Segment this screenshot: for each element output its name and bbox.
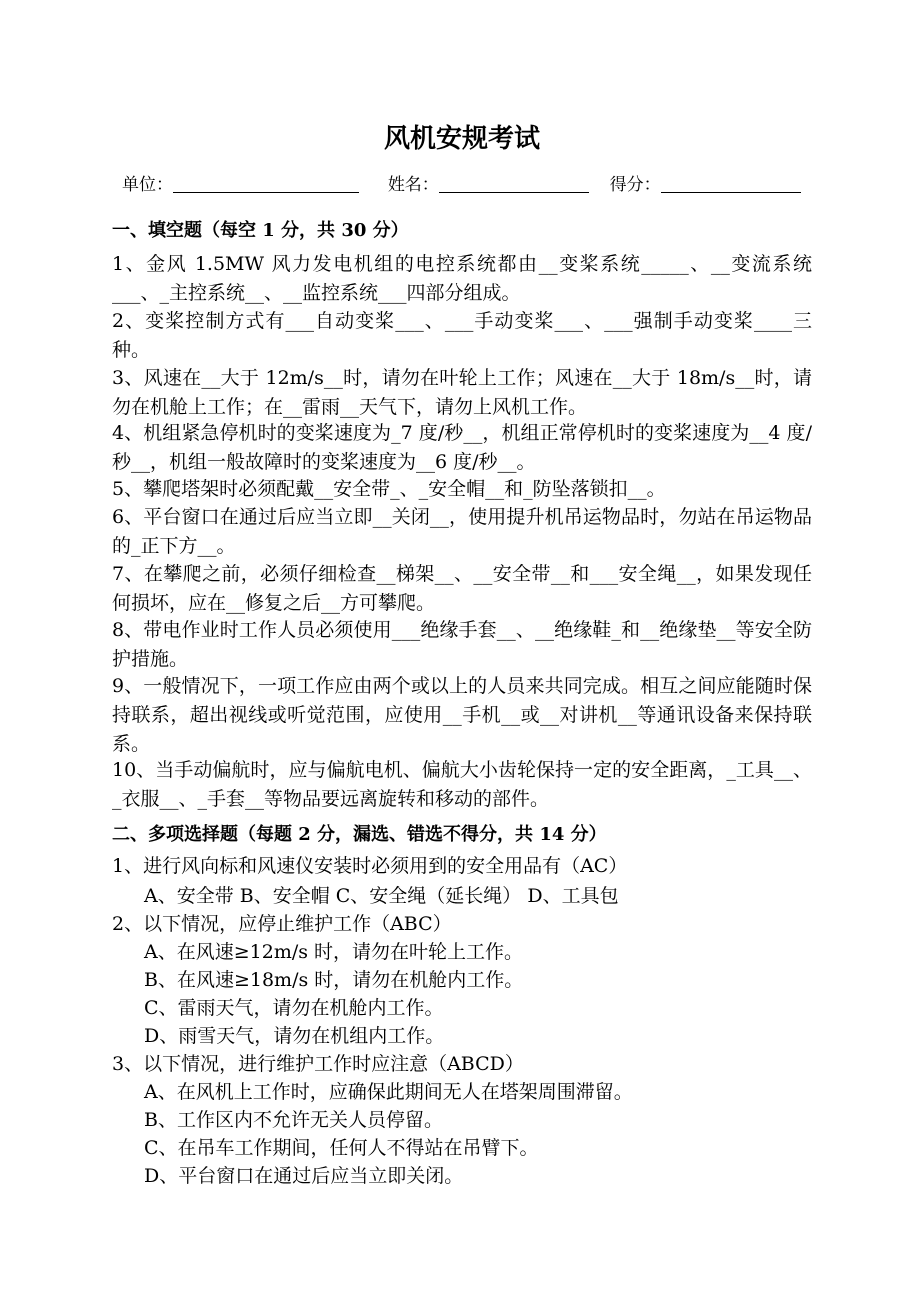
choice-question-stem: 3、以下情况，进行维护工作时应注意（ABCD） [112,1053,524,1075]
fill-in-question: 3、风速在__大于 12m/s__时，请勿在叶轮上工作；风速在__大于 18m/s__时，请勿在机舱上工作；在__雷雨__天气下，请勿上风机工作。 [112,367,812,418]
exam-header [122,170,801,195]
fill-in-question: 10、当手动偏航时，应与偏航电机、偏航大小齿轮保持一定的安全距离，_工具__、_衣服__、_手套__等物品要远离旋转和移动的部件。 [112,759,812,810]
unit-blank[interactable] [173,174,359,193]
unit-label: 单位： [122,175,173,195]
choice-option: B、在风速≥18m/s 时，请勿在机舱内工作。 [144,969,524,991]
choice-option: B、工作区内不允许无关人员停留。 [144,1109,443,1131]
fill-in-question: 2、变桨控制方式有___自动变桨___、___手动变桨___、___强制手动变桨____三种。 [112,310,812,361]
score-label: 得分： [609,175,661,195]
exam-title: 风机安规考试 [383,124,540,154]
score-blank[interactable] [661,174,801,193]
choice-option: A、在风速≥12m/s 时，请勿在叶轮上工作。 [144,941,524,963]
choice-option: A、安全带 B、安全帽 C、安全绳（延长绳） D、工具包 [144,885,619,907]
fill-in-question: 8、带电作业时工作人员必须使用___绝缘手套__、__绝缘鞋_和__绝缘垫__等安全防护措施。 [112,619,812,670]
name-label: 姓名： [387,175,439,195]
fill-in-question: 1、金风 1.5MW 风力发电机组的电控系统都由__变桨系统_____、__变流系统___、_主控系统__、__监控系统___四部分组成。 [112,253,812,304]
fill-in-question: 5、攀爬塔架时必须配戴__安全带_、_安全帽__和_防坠落锁扣__。 [112,478,666,500]
section-multiple-choice-heading: 二、多项选择题（每题 2 分，漏选、错选不得分，共 14 分） [112,824,607,845]
choice-option: D、平台窗口在通过后应当立即关闭。 [144,1165,464,1187]
choice-option: C、在吊车工作期间，任何人不得站在吊臂下。 [144,1137,539,1159]
fill-in-question: 9、一般情况下，一项工作应由两个或以上的人员来共同完成。相互之间应能随时保持联系，超出视线或听觉范围，应使用__手机__或__对讲机__等通讯设备来保持联系。 [112,675,812,755]
fill-in-question: 4、机组紧急停机时的变桨速度为_7 度/秒__，机组正常停机时的变桨速度为__4 度/秒__，机组一般故障时的变桨速度为__6 度/秒__。 [112,422,812,473]
name-blank[interactable] [439,174,589,193]
choice-question-stem: 2、以下情况，应停止维护工作（ABC） [112,913,452,935]
choice-option: D、雨雪天气，请勿在机组内工作。 [144,1025,445,1047]
section-fill-in-heading: 一、填空题（每空 1 分，共 30 分） [112,220,409,241]
choice-option: C、雷雨天气，请勿在机舱内工作。 [144,997,444,1019]
fill-in-question: 6、平台窗口在通过后应当立即__关闭__，使用提升机吊运物品时，勿站在吊运物品的_正下方__。 [112,506,812,557]
choice-question-stem: 1、进行风向标和风速仪安装时必须用到的安全用品有（AC） [112,855,628,877]
fill-in-question: 7、在攀爬之前，必须仔细检查__梯架__、__安全带__和___安全绳__，如果发现任何损坏，应在__修复之后__方可攀爬。 [112,563,812,614]
choice-option: A、在风机上工作时，应确保此期间无人在塔架周围滞留。 [144,1081,633,1103]
